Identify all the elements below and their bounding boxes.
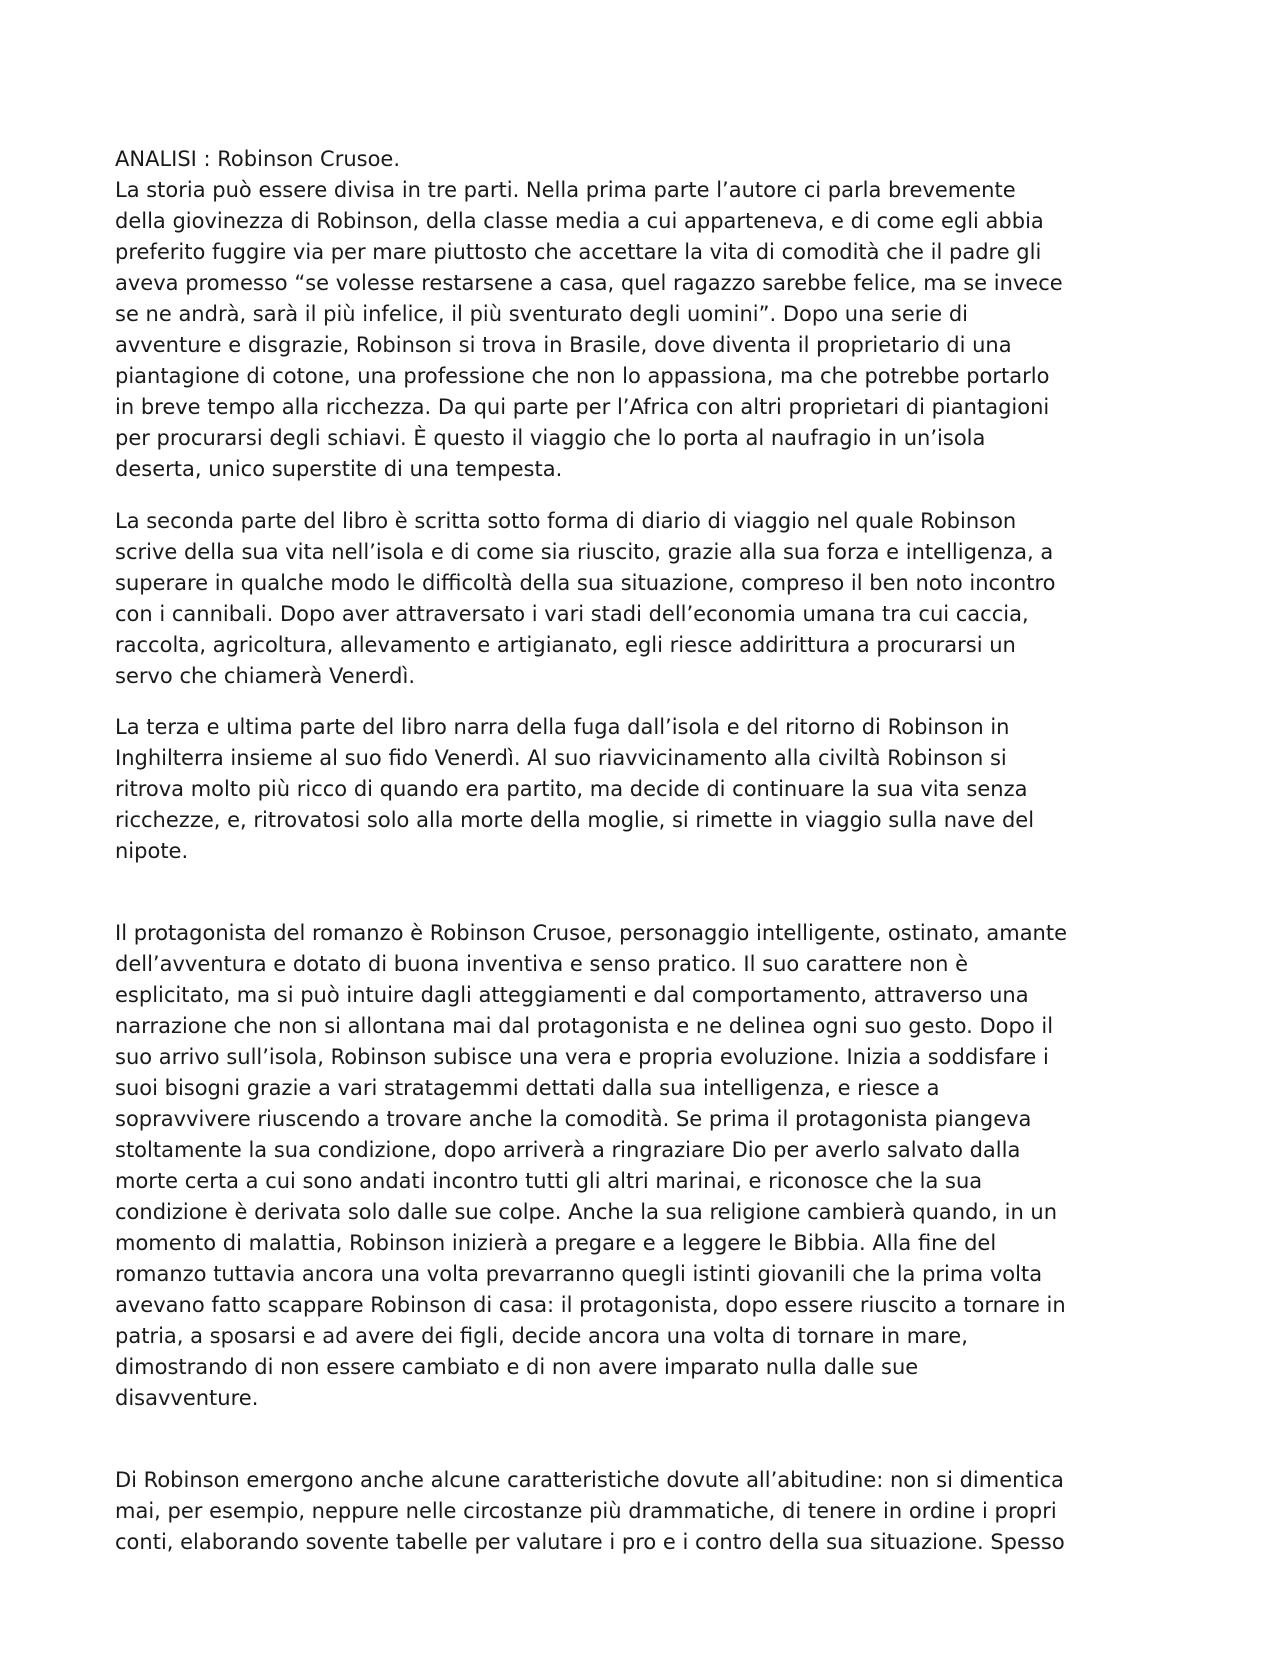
text-line: disavventure.: [115, 1386, 259, 1410]
text-line: Inghilterra insieme al suo fido Venerdì. Al suo riavvicinamento alla civiltà Robinson si: [115, 746, 1007, 770]
text-line: superare in qualche modo le difficoltà della sua situazione, compreso il ben noto incontro: [115, 571, 1056, 595]
text-line: preferito fuggire via per mare piuttosto che accettare la vita di comodità che il padre gli: [115, 240, 1042, 264]
text-line: mai, per esempio, neppure nelle circostanze più drammatiche, di tenere in ordine i propri: [115, 1499, 1057, 1523]
paragraph-1: [115, 175, 1179, 485]
text-line: raccolta, agricoltura, allevamento e artigianato, egli riesce addirittura a procurarsi un: [115, 633, 1016, 657]
text-line: momento di malattia, Robinson inizierà a pregare e a leggere le Bibbia. Alla fine del: [115, 1231, 997, 1255]
paragraph-4: [115, 918, 1179, 1414]
document-body: [115, 144, 1179, 1558]
text-line: servo che chiamerà Venerdì.: [115, 664, 415, 688]
text-line: La storia può essere divisa in tre parti. Nella prima parte l’autore ci parla brevemente: [115, 178, 1016, 202]
text-line: dell’avventura e dotato di buona inventiva e senso pratico. Il suo carattere non è: [115, 952, 969, 976]
text-line: deserta, unico superstite di una tempesta.: [115, 457, 563, 481]
text-line: morte certa a cui sono andati incontro tutti gli altri marinai, e riconosce che la sua: [115, 1169, 983, 1193]
text-line: suoi bisogni grazie a vari stratagemmi dettati dalla sua intelligenza, e riesce a: [115, 1076, 940, 1100]
text-line: della giovinezza di Robinson, della classe media a cui apparteneva, e di come egli abbia: [115, 209, 1044, 233]
text-line: La terza e ultima parte del libro narra della fuga dall’isola e del ritorno di Robinson in: [115, 715, 1010, 739]
text-line: romanzo tuttavia ancora una volta prevarranno quegli istinti giovanili che la prima volta: [115, 1262, 1043, 1286]
text-line: scrive della sua vita nell’isola e di come sia riuscito, grazie alla sua forza e intelligenza, a: [115, 540, 1054, 564]
paragraph-5: [115, 1465, 1179, 1558]
text-line: in breve tempo alla ricchezza. Da qui parte per l’Africa con altri proprietari di piantagioni: [115, 395, 1050, 419]
text-line: con i cannibali. Dopo aver attraversato i vari stadi dell’economia umana tra cui caccia,: [115, 602, 1029, 626]
text-line: piantagione di cotone, una professione che non lo appassiona, ma che potrebbe portarlo: [115, 364, 1050, 388]
text-line: esplicitato, ma si può intuire dagli atteggiamenti e dal comportamento, attraverso una: [115, 983, 1029, 1007]
text-line: ritrova molto più ricco di quando era partito, ma decide di continuare la sua vita senza: [115, 777, 1028, 801]
text-line: narrazione che non si allontana mai dal protagonista e ne delinea ogni suo gesto. Dopo il: [115, 1014, 1054, 1038]
text-line: stoltamente la sua condizione, dopo arriverà a ringraziare Dio per averlo salvato dalla: [115, 1138, 1021, 1162]
text-line: condizione è derivata solo dalle sue colpe. Anche la sua religione cambierà quando, in un: [115, 1200, 1058, 1224]
text-line: suo arrivo sull’isola, Robinson subisce una vera e propria evoluzione. Inizia a soddisfare i: [115, 1045, 1049, 1069]
text-line: nipote.: [115, 839, 189, 863]
text-line: dimostrando di non essere cambiato e di non avere imparato nulla dalle sue: [115, 1355, 919, 1379]
paragraph-3: [115, 712, 1179, 867]
paragraph-2: [115, 506, 1179, 692]
text-line: aveva promesso “se volesse restarsene a casa, quel ragazzo sarebbe felice, ma se invece: [115, 271, 1063, 295]
text-line: se ne andrà, sarà il più infelice, il più sventurato degli uomini”. Dopo una serie di: [115, 302, 968, 326]
text-line: patria, a sposarsi e ad avere dei figli, decide ancora una volta di tornare in mare,: [115, 1324, 968, 1348]
text-line: La seconda parte del libro è scritta sotto forma di diario di viaggio nel quale Robinson: [115, 509, 1017, 533]
title-line: ANALISI : Robinson Crusoe.: [115, 147, 401, 171]
text-line: Il protagonista del romanzo è Robinson Crusoe, personaggio intelligente, ostinato, amante: [115, 921, 1068, 945]
document-title: [115, 144, 1179, 175]
text-line: ricchezze, e, ritrovatosi solo alla morte della moglie, si rimette in viaggio sulla nave del: [115, 808, 1035, 832]
text-line: sopravvivere riuscendo a trovare anche la comodità. Se prima il protagonista piangeva: [115, 1107, 1032, 1131]
text-line: conti, elaborando sovente tabelle per valutare i pro e i contro della sua situazione. Spesso: [115, 1530, 1065, 1554]
text-line: Di Robinson emergono anche alcune caratteristiche dovute all’abitudine: non si dimentica: [115, 1468, 1064, 1492]
text-line: avevano fatto scappare Robinson di casa: il protagonista, dopo essere riuscito a tornare in: [115, 1293, 1066, 1317]
text-line: avventure e disgrazie, Robinson si trova in Brasile, dove diventa il proprietario di una: [115, 333, 1012, 357]
text-line: per procurarsi degli schiavi. È questo il viaggio che lo porta al naufragio in un’isola: [115, 426, 986, 450]
